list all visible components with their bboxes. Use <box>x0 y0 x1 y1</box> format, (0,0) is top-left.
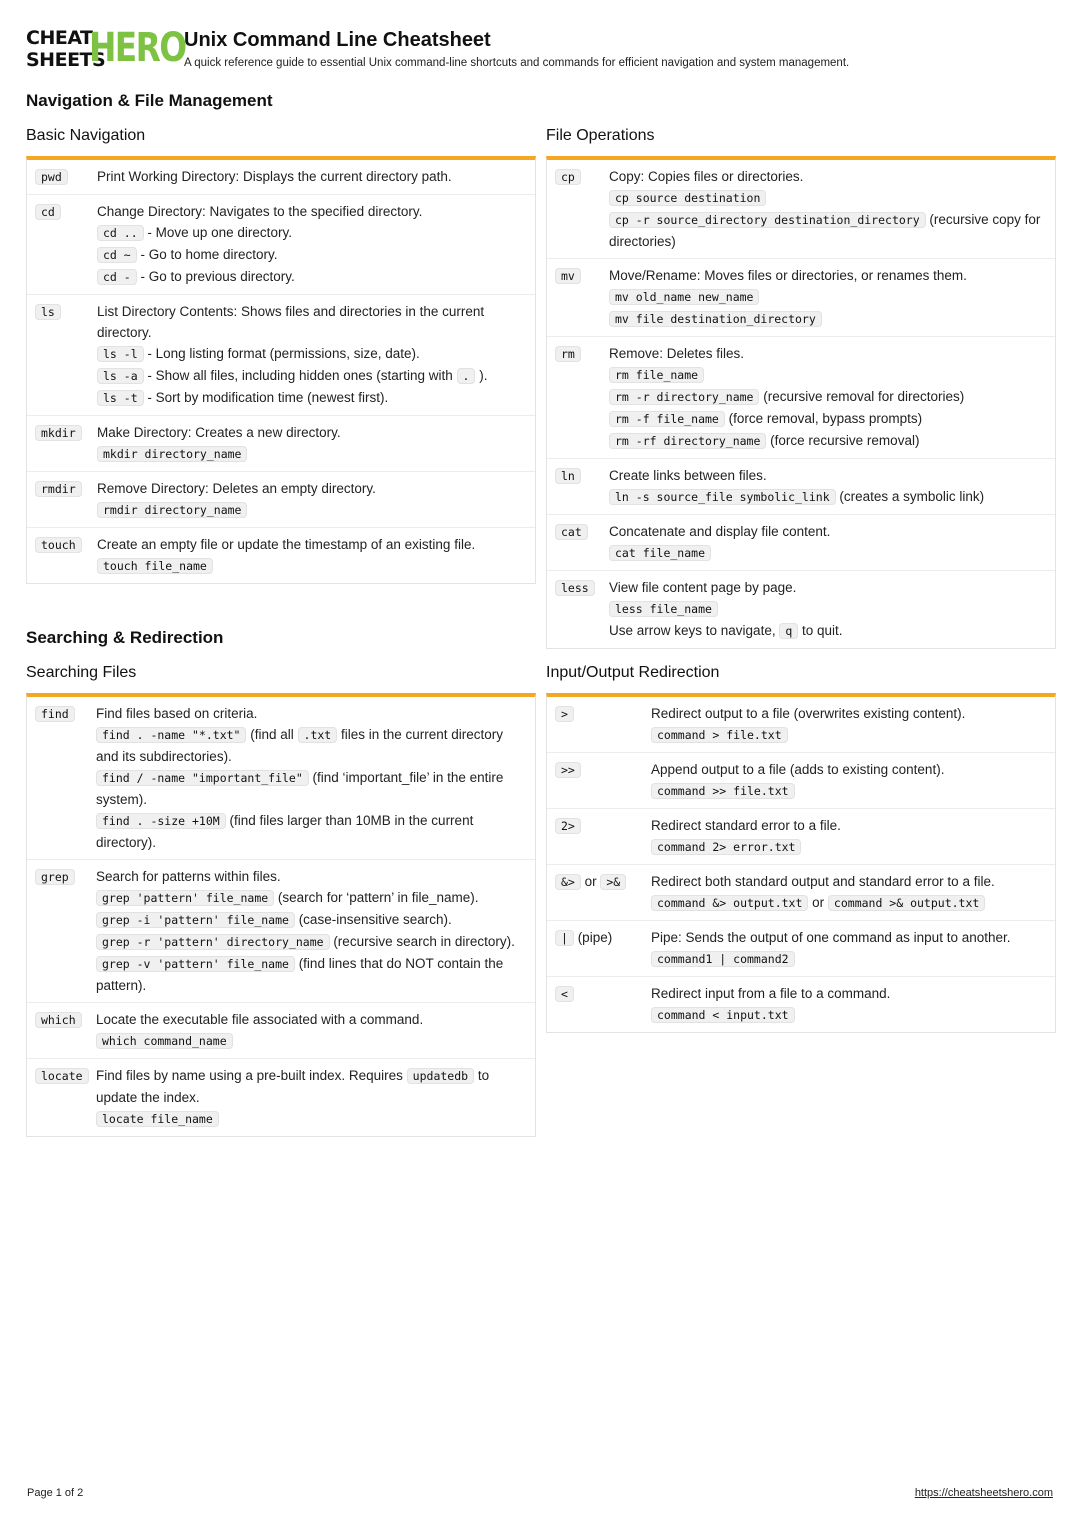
description-text: (find files larger than 10MB in the current directory). <box>96 813 474 850</box>
inline-code: command >& output.txt <box>828 895 985 911</box>
description-cell <box>96 1009 527 1052</box>
command-name: ls <box>35 304 61 320</box>
description-line <box>96 887 527 909</box>
description-cell <box>609 343 1047 452</box>
description-text: - Go to home directory. <box>136 247 278 262</box>
table-row <box>547 515 1055 571</box>
description-line <box>97 244 527 266</box>
description-line <box>651 815 1047 836</box>
description-text: Append output to a file (adds to existing content). <box>651 762 945 777</box>
inline-code: grep -i 'pattern' file_name <box>96 912 295 928</box>
description-text: files in the current directory and its subdirectories). <box>96 727 504 764</box>
description-line <box>609 486 1047 508</box>
description-cell <box>96 1065 527 1130</box>
description-line <box>96 767 527 810</box>
inline-code: updatedb <box>407 1068 474 1084</box>
command-cell <box>35 1065 96 1130</box>
column-title-redirection: Input/Output Redirection <box>546 664 720 681</box>
description-line <box>609 308 1047 330</box>
description-line <box>609 465 1047 486</box>
table-row <box>547 921 1055 977</box>
description-line <box>609 577 1047 598</box>
page-subtitle: A quick reference guide to essential Unix command-line shortcuts and commands for efficient navigation and system management. <box>184 57 850 69</box>
description-text: View file content page by page. <box>609 580 797 595</box>
inline-code: mkdir directory_name <box>97 446 247 462</box>
description-cell <box>609 465 1047 508</box>
description-text: Use arrow keys to navigate, <box>609 623 780 638</box>
description-line <box>651 759 1047 780</box>
description-cell <box>97 201 527 288</box>
command-name: touch <box>35 537 82 553</box>
command-cell <box>555 577 609 642</box>
description-line <box>97 443 527 465</box>
description-line <box>651 703 1047 724</box>
inline-code: cp source destination <box>609 190 766 206</box>
cheatsheetshero-logo[interactable] <box>26 25 186 72</box>
table-row <box>27 416 535 472</box>
description-line <box>651 927 1047 948</box>
inline-code: cd ~ <box>97 247 137 263</box>
command-name: locate <box>35 1068 89 1084</box>
inline-code: . <box>457 368 476 384</box>
command-name: ln <box>555 468 581 484</box>
description-cell <box>609 521 1047 564</box>
description-line <box>96 953 527 996</box>
description-line <box>96 703 527 724</box>
description-text: Locate the executable file associated with a command. <box>96 1012 424 1027</box>
description-line <box>609 343 1047 364</box>
description-text: Remove: Deletes files. <box>609 346 745 361</box>
description-text: Copy: Copies files or directories. <box>609 169 804 184</box>
description-text: to update the index. <box>96 1068 490 1105</box>
description-line <box>97 365 527 387</box>
inline-code: command > file.txt <box>651 727 788 743</box>
description-line <box>96 1030 527 1052</box>
logo-cheat-text: CHEAT <box>26 27 93 49</box>
description-text: List Directory Contents: Shows files and directories in the current directory. <box>97 304 485 340</box>
description-text: to quit. <box>798 623 843 638</box>
inline-code: > <box>555 706 574 722</box>
description-line <box>651 871 1047 892</box>
description-line <box>96 810 527 853</box>
description-line <box>96 866 527 887</box>
table-row <box>547 459 1055 515</box>
file-operations-table <box>546 156 1056 649</box>
description-text: (recursive search in directory). <box>329 934 515 949</box>
command-cell <box>35 478 97 521</box>
basic-navigation-table <box>26 156 536 584</box>
description-text: Search for patterns within files. <box>96 869 281 884</box>
description-cell <box>651 815 1047 858</box>
description-line <box>651 1004 1047 1026</box>
description-cell <box>97 301 527 409</box>
inline-code: less file_name <box>609 601 718 617</box>
description-text: Remove Directory: Deletes an empty directory. <box>97 481 376 496</box>
column-title-basic-navigation: Basic Navigation <box>26 127 146 144</box>
command-name: mv <box>555 268 581 284</box>
command-cell <box>35 703 96 853</box>
inline-code: < <box>555 986 574 1002</box>
description-line <box>96 1108 527 1130</box>
table-row <box>27 860 535 1003</box>
section-title-searching: Searching & Redirection <box>26 628 224 647</box>
description-line <box>609 209 1047 252</box>
redirection-table <box>546 693 1056 1033</box>
command-name: rmdir <box>35 481 82 497</box>
description-cell <box>609 166 1047 252</box>
section-title-navigation: Navigation & File Management <box>26 91 273 110</box>
inline-code: find . -name "*.txt" <box>96 727 246 743</box>
inline-code: command1 | command2 <box>651 951 795 967</box>
description-text: (case-insensitive search). <box>294 912 452 927</box>
inline-code: command < input.txt <box>651 1007 795 1023</box>
description-line <box>97 478 527 499</box>
inline-code: rm -r directory_name <box>609 389 759 405</box>
page-number: Page 1 of 2 <box>27 1487 84 1499</box>
description-line <box>651 780 1047 802</box>
column-title-file-operations: File Operations <box>546 127 655 144</box>
column-title-searching-files: Searching Files <box>26 664 137 681</box>
description-line <box>96 909 527 931</box>
description-line <box>609 430 1047 452</box>
command-name: less <box>555 580 595 596</box>
table-row <box>27 1059 535 1136</box>
description-text: - Show all files, including hidden ones (starting with <box>143 368 457 383</box>
description-text: (find all <box>246 727 298 742</box>
description-cell <box>609 265 1047 330</box>
table-row <box>547 977 1055 1032</box>
command-cell <box>35 866 96 996</box>
inline-code: find . -size +10M <box>96 813 226 829</box>
description-line <box>609 386 1047 408</box>
description-text: ). <box>475 368 488 383</box>
description-line <box>97 343 527 365</box>
description-text: Print Working Directory: Displays the current directory path. <box>97 169 452 184</box>
description-line <box>609 408 1047 430</box>
description-line <box>97 555 527 577</box>
inline-code: 2> <box>555 818 581 834</box>
description-text: Change Directory: Navigates to the specified directory. <box>97 204 423 219</box>
command-cell <box>35 422 97 465</box>
description-line <box>97 222 527 244</box>
command-name: cd <box>35 204 61 220</box>
description-text: Move/Rename: Moves files or directories, or renames them. <box>609 268 967 283</box>
description-cell <box>651 871 1047 914</box>
description-line <box>97 534 527 555</box>
description-cell <box>609 577 1047 642</box>
description-line <box>97 201 527 222</box>
inline-code: mv old_name new_name <box>609 289 759 305</box>
description-text: Redirect output to a file (overwrites existing content). <box>651 706 966 721</box>
description-text: Create an empty file or update the timestamp of an existing file. <box>97 537 476 552</box>
inline-code: cd - <box>97 269 137 285</box>
description-line <box>609 521 1047 542</box>
inline-code: q <box>779 623 798 639</box>
description-line <box>97 387 527 409</box>
logo-sheets-text: SHEETS <box>26 49 106 71</box>
command-name: pwd <box>35 169 68 185</box>
command-cell <box>555 927 651 970</box>
table-row <box>27 528 535 583</box>
inline-code: ls -l <box>97 346 144 362</box>
description-text: Find files by name using a pre-built index. Requires <box>96 1068 407 1083</box>
description-line <box>609 286 1047 308</box>
inline-code: locate file_name <box>96 1111 219 1127</box>
table-row <box>27 295 535 416</box>
command-cell <box>555 343 609 452</box>
inline-code: ls -a <box>97 368 144 384</box>
description-text: (recursive copy for directories) <box>609 212 1041 249</box>
description-line <box>651 724 1047 746</box>
description-text: Redirect input from a file to a command. <box>651 986 891 1001</box>
description-line <box>651 836 1047 858</box>
inline-code: .txt <box>298 727 338 743</box>
command-cell <box>35 1009 96 1052</box>
description-cell <box>651 703 1047 746</box>
inline-code: cat file_name <box>609 545 711 561</box>
description-line <box>96 1065 527 1108</box>
description-text: - Move up one directory. <box>143 225 292 240</box>
table-row <box>547 809 1055 865</box>
site-link[interactable]: https://cheatsheetshero.com <box>914 1487 1053 1499</box>
description-text: - Go to previous directory. <box>136 269 295 284</box>
description-text: (recursive removal for directories) <box>759 389 965 404</box>
command-cell <box>35 301 97 409</box>
inline-code: command &> output.txt <box>651 895 808 911</box>
table-row <box>27 160 535 195</box>
table-row <box>547 753 1055 809</box>
description-line <box>651 948 1047 970</box>
inline-code: &> <box>555 874 581 890</box>
description-line <box>651 983 1047 1004</box>
table-row <box>27 195 535 295</box>
inline-code: touch file_name <box>97 558 213 574</box>
description-text: (find lines that do NOT contain the pattern). <box>96 956 504 993</box>
inline-code: find / -name "important_file" <box>96 770 309 786</box>
page-header <box>26 25 850 72</box>
command-cell <box>555 166 609 252</box>
inline-code: rmdir directory_name <box>97 502 247 518</box>
description-text: Create links between files. <box>609 468 767 483</box>
description-text: Redirect both standard output and standard error to a file. <box>651 874 995 889</box>
description-line <box>609 620 1047 642</box>
description-line <box>96 724 527 767</box>
table-row <box>547 160 1055 259</box>
table-row <box>547 571 1055 648</box>
description-text: (search for ‘pattern’ in file_name). <box>274 890 479 905</box>
description-line <box>97 301 527 343</box>
description-line <box>97 499 527 521</box>
inline-code: rm file_name <box>609 367 704 383</box>
command-cell <box>555 703 651 746</box>
description-line <box>609 166 1047 187</box>
command-name: find <box>35 706 75 722</box>
command-cell <box>555 871 651 914</box>
description-line <box>97 422 527 443</box>
inline-code: grep 'pattern' file_name <box>96 890 274 906</box>
description-line <box>609 364 1047 386</box>
description-text: or <box>580 874 601 889</box>
inline-code: ls -t <box>97 390 144 406</box>
inline-code: mv file destination_directory <box>609 311 822 327</box>
table-row <box>27 1003 535 1059</box>
inline-code: grep -r 'pattern' directory_name <box>96 934 330 950</box>
description-text: (force recursive removal) <box>766 433 920 448</box>
description-text: or <box>808 895 828 910</box>
command-name: mkdir <box>35 425 82 441</box>
description-cell <box>96 703 527 853</box>
searching-files-table <box>26 693 536 1137</box>
description-cell <box>97 422 527 465</box>
description-text: (pipe) <box>573 930 613 945</box>
command-name: grep <box>35 869 75 885</box>
command-cell <box>555 521 609 564</box>
description-line <box>609 598 1047 620</box>
inline-code: ln -s source_file symbolic_link <box>609 489 836 505</box>
inline-code: >> <box>555 762 581 778</box>
table-row <box>27 697 535 860</box>
inline-code: rm -rf directory_name <box>609 433 766 449</box>
description-text: Make Directory: Creates a new directory. <box>97 425 341 440</box>
description-text: (creates a symbolic link) <box>835 489 985 504</box>
command-name: cp <box>555 169 581 185</box>
description-cell <box>651 759 1047 802</box>
inline-code: rm -f file_name <box>609 411 725 427</box>
description-text: - Long listing format (permissions, size, date). <box>143 346 420 361</box>
inline-code: command >> file.txt <box>651 783 795 799</box>
description-text: Find files based on criteria. <box>96 706 258 721</box>
table-row <box>547 697 1055 753</box>
page-title: Unix Command Line Cheatsheet <box>184 29 491 51</box>
description-line <box>97 166 527 187</box>
command-cell <box>555 759 651 802</box>
table-row <box>27 472 535 528</box>
description-line <box>609 542 1047 564</box>
command-cell <box>555 983 651 1026</box>
table-row <box>547 259 1055 337</box>
description-line <box>97 266 527 288</box>
inline-code: which command_name <box>96 1033 233 1049</box>
table-row <box>547 865 1055 921</box>
command-name: cat <box>555 524 588 540</box>
description-text: Concatenate and display file content. <box>609 524 831 539</box>
description-line <box>609 187 1047 209</box>
description-cell <box>651 983 1047 1026</box>
description-cell <box>97 478 527 521</box>
description-line <box>96 931 527 953</box>
command-name: rm <box>555 346 581 362</box>
description-text: Redirect standard error to a file. <box>651 818 841 833</box>
command-cell <box>35 201 97 288</box>
inline-code: grep -v 'pattern' file_name <box>96 956 295 972</box>
command-cell <box>35 166 97 188</box>
description-text: (find ‘important_file’ in the entire system). <box>96 770 504 807</box>
command-cell <box>555 465 609 508</box>
command-cell <box>555 815 651 858</box>
description-text: (force removal, bypass prompts) <box>724 411 923 426</box>
inline-code: cp -r source_directory destination_directory <box>609 212 926 228</box>
command-cell <box>35 534 97 577</box>
description-cell <box>96 866 527 996</box>
table-row <box>547 337 1055 459</box>
description-line <box>651 892 1047 914</box>
command-name: which <box>35 1012 82 1028</box>
inline-code: | <box>555 930 574 946</box>
logo-hero-text: HERO <box>89 25 186 71</box>
description-text: Pipe: Sends the output of one command as input to another. <box>651 930 1011 945</box>
description-cell <box>97 166 527 188</box>
description-line <box>96 1009 527 1030</box>
description-text: - Sort by modification time (newest first). <box>143 390 389 405</box>
command-cell <box>555 265 609 330</box>
description-cell <box>97 534 527 577</box>
inline-code: command 2> error.txt <box>651 839 801 855</box>
description-cell <box>651 927 1047 970</box>
inline-code: cd .. <box>97 225 144 241</box>
description-line <box>609 265 1047 286</box>
inline-code: >& <box>600 874 626 890</box>
